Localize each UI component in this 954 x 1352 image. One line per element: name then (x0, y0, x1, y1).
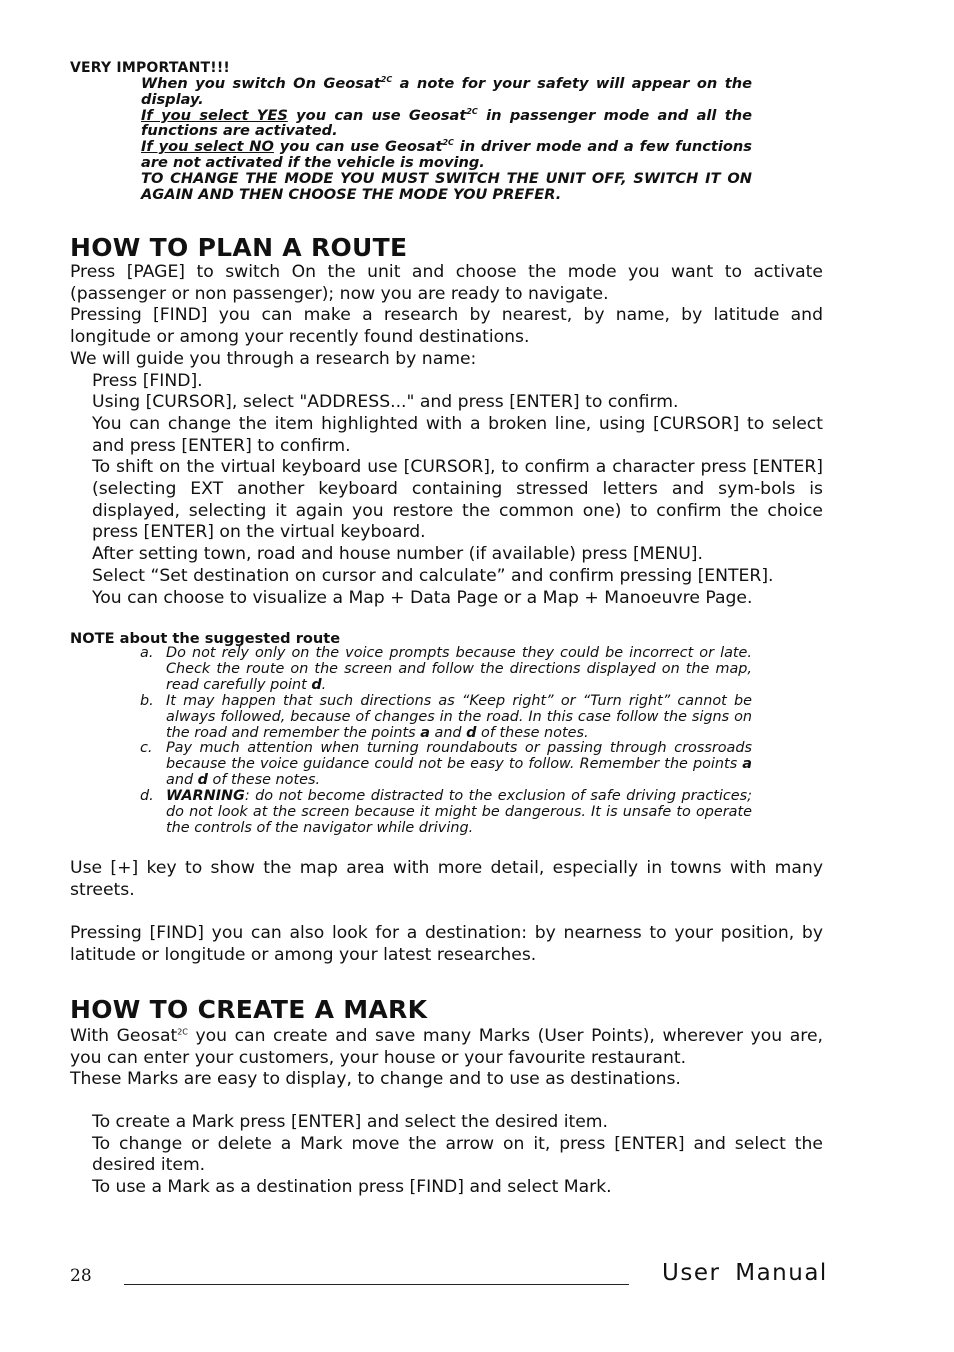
note-item: a. Do not rely only on the voice prompts because they could be incorrect or late. Check the route on the screen and follow the directions displayed on the map, read carefully point d. (140, 645, 752, 693)
route-heading: HOW TO PLAN A ROUTE (70, 233, 408, 262)
route-step: After setting town, road and house number (if available) press [MENU]. (92, 544, 703, 565)
mark-heading: HOW TO CREATE A MARK (70, 995, 428, 1024)
page-number: 28 (70, 1266, 92, 1286)
mark-step: To use a Mark as a destination press [FIND] and select Mark. (92, 1177, 612, 1198)
route-section (70, 262, 823, 609)
footer-title: User Manual (662, 1260, 828, 1286)
note-item: b. It may happen that such directions as “Keep right” or “Turn right” cannot be always followed, because of changes in the road. In this case follow the signs on the road and remember the points a and d of these notes. (140, 692, 752, 741)
important-notes: When you switch On Geosat$^{2C}$ a note for your safety will appear on the display. If you select YES you can use Geosat$^{2C}$ in passenger mode and all the functions are activated. If you select NO you can use Geosat$^{2C}$ in driver mode and a few functions are not activated if the vehicle is moving. TO CHANGE THE MODE YOU MUST SWITCH THE UNIT OFF, SWITCH IT ON AGAIN AND THEN CHOOSE THE MODE YOU PREFER. (141, 75, 753, 203)
notes-heading: NOTE about the suggested route (70, 630, 341, 647)
route-para: Pressing [FIND] you can make a research by nearest, by name, by latitude and longitude or among your recently found destinations. (70, 305, 823, 348)
route-step: You can choose to visualize a Map + Data Page or a Map + Manoeuvre Page. (92, 587, 753, 608)
find-paragraph: Pressing [FIND] you can also look for a destination: by nearness to your position, by latitude or longitude or among your latest researches. (70, 923, 823, 965)
route-step: You can change the item highlighted with a broken line, using [CURSOR] to select and press [ENTER] to confirm. (92, 413, 823, 456)
mark-step: To change or delete a Mark move the arrow on it, press [ENTER] and select the desired item. (92, 1133, 823, 1176)
mark-intro: With Geosat$^{2C}$ you can create and save many Marks (User Points), wherever you are, you can enter your customers, your house or your favourite restaurant. These Marks are easy to display, to change and to use as destinations. (70, 1026, 823, 1090)
mark-steps (70, 1112, 823, 1199)
note-item: c. Pay much attention when turning roundabouts or passing through crossroads because the voice guidance could not be easy to follow. Remember the points a and d of these notes. (140, 740, 752, 789)
route-para: Press [PAGE] to switch On the unit and choose the mode you want to activate (passenger or non passenger); now you are ready to navigate. (70, 262, 823, 304)
mark-step: To create a Mark press [ENTER] and select the desired item. (92, 1112, 608, 1132)
route-step: Using [CURSOR], select "ADDRESS..." and press [ENTER] to confirm. (92, 392, 679, 413)
important-heading: VERY IMPORTANT!!! (70, 60, 230, 76)
note-item: d. WARNING: do not become distracted to the exclusion of safe driving practices; do not look at the screen because it might be dangerous. It is unsafe to operate the controls of the navigator while driving. (140, 788, 752, 836)
route-step: Select “Set destination on cursor and calculate” and confirm pressing [ENTER]. (92, 565, 774, 586)
footer-rule (124, 1284, 629, 1285)
route-step: To shift on the virtual keyboard use [CURSOR], to confirm a character press [ENTER] (selecting EXT another keyboard containing stressed letters and sym-bols is displayed, selecting it again you restore the common one) to confirm the choice press [ENTER] on the virtual keyboard. (92, 457, 823, 543)
notes-list (140, 646, 752, 837)
route-step: Press [FIND]. (92, 370, 203, 391)
zoom-paragraph: Use [+] key to show the map area with more detail, especially in towns with many streets. (70, 858, 823, 900)
route-para: We will guide you through a research by name: (70, 348, 477, 369)
